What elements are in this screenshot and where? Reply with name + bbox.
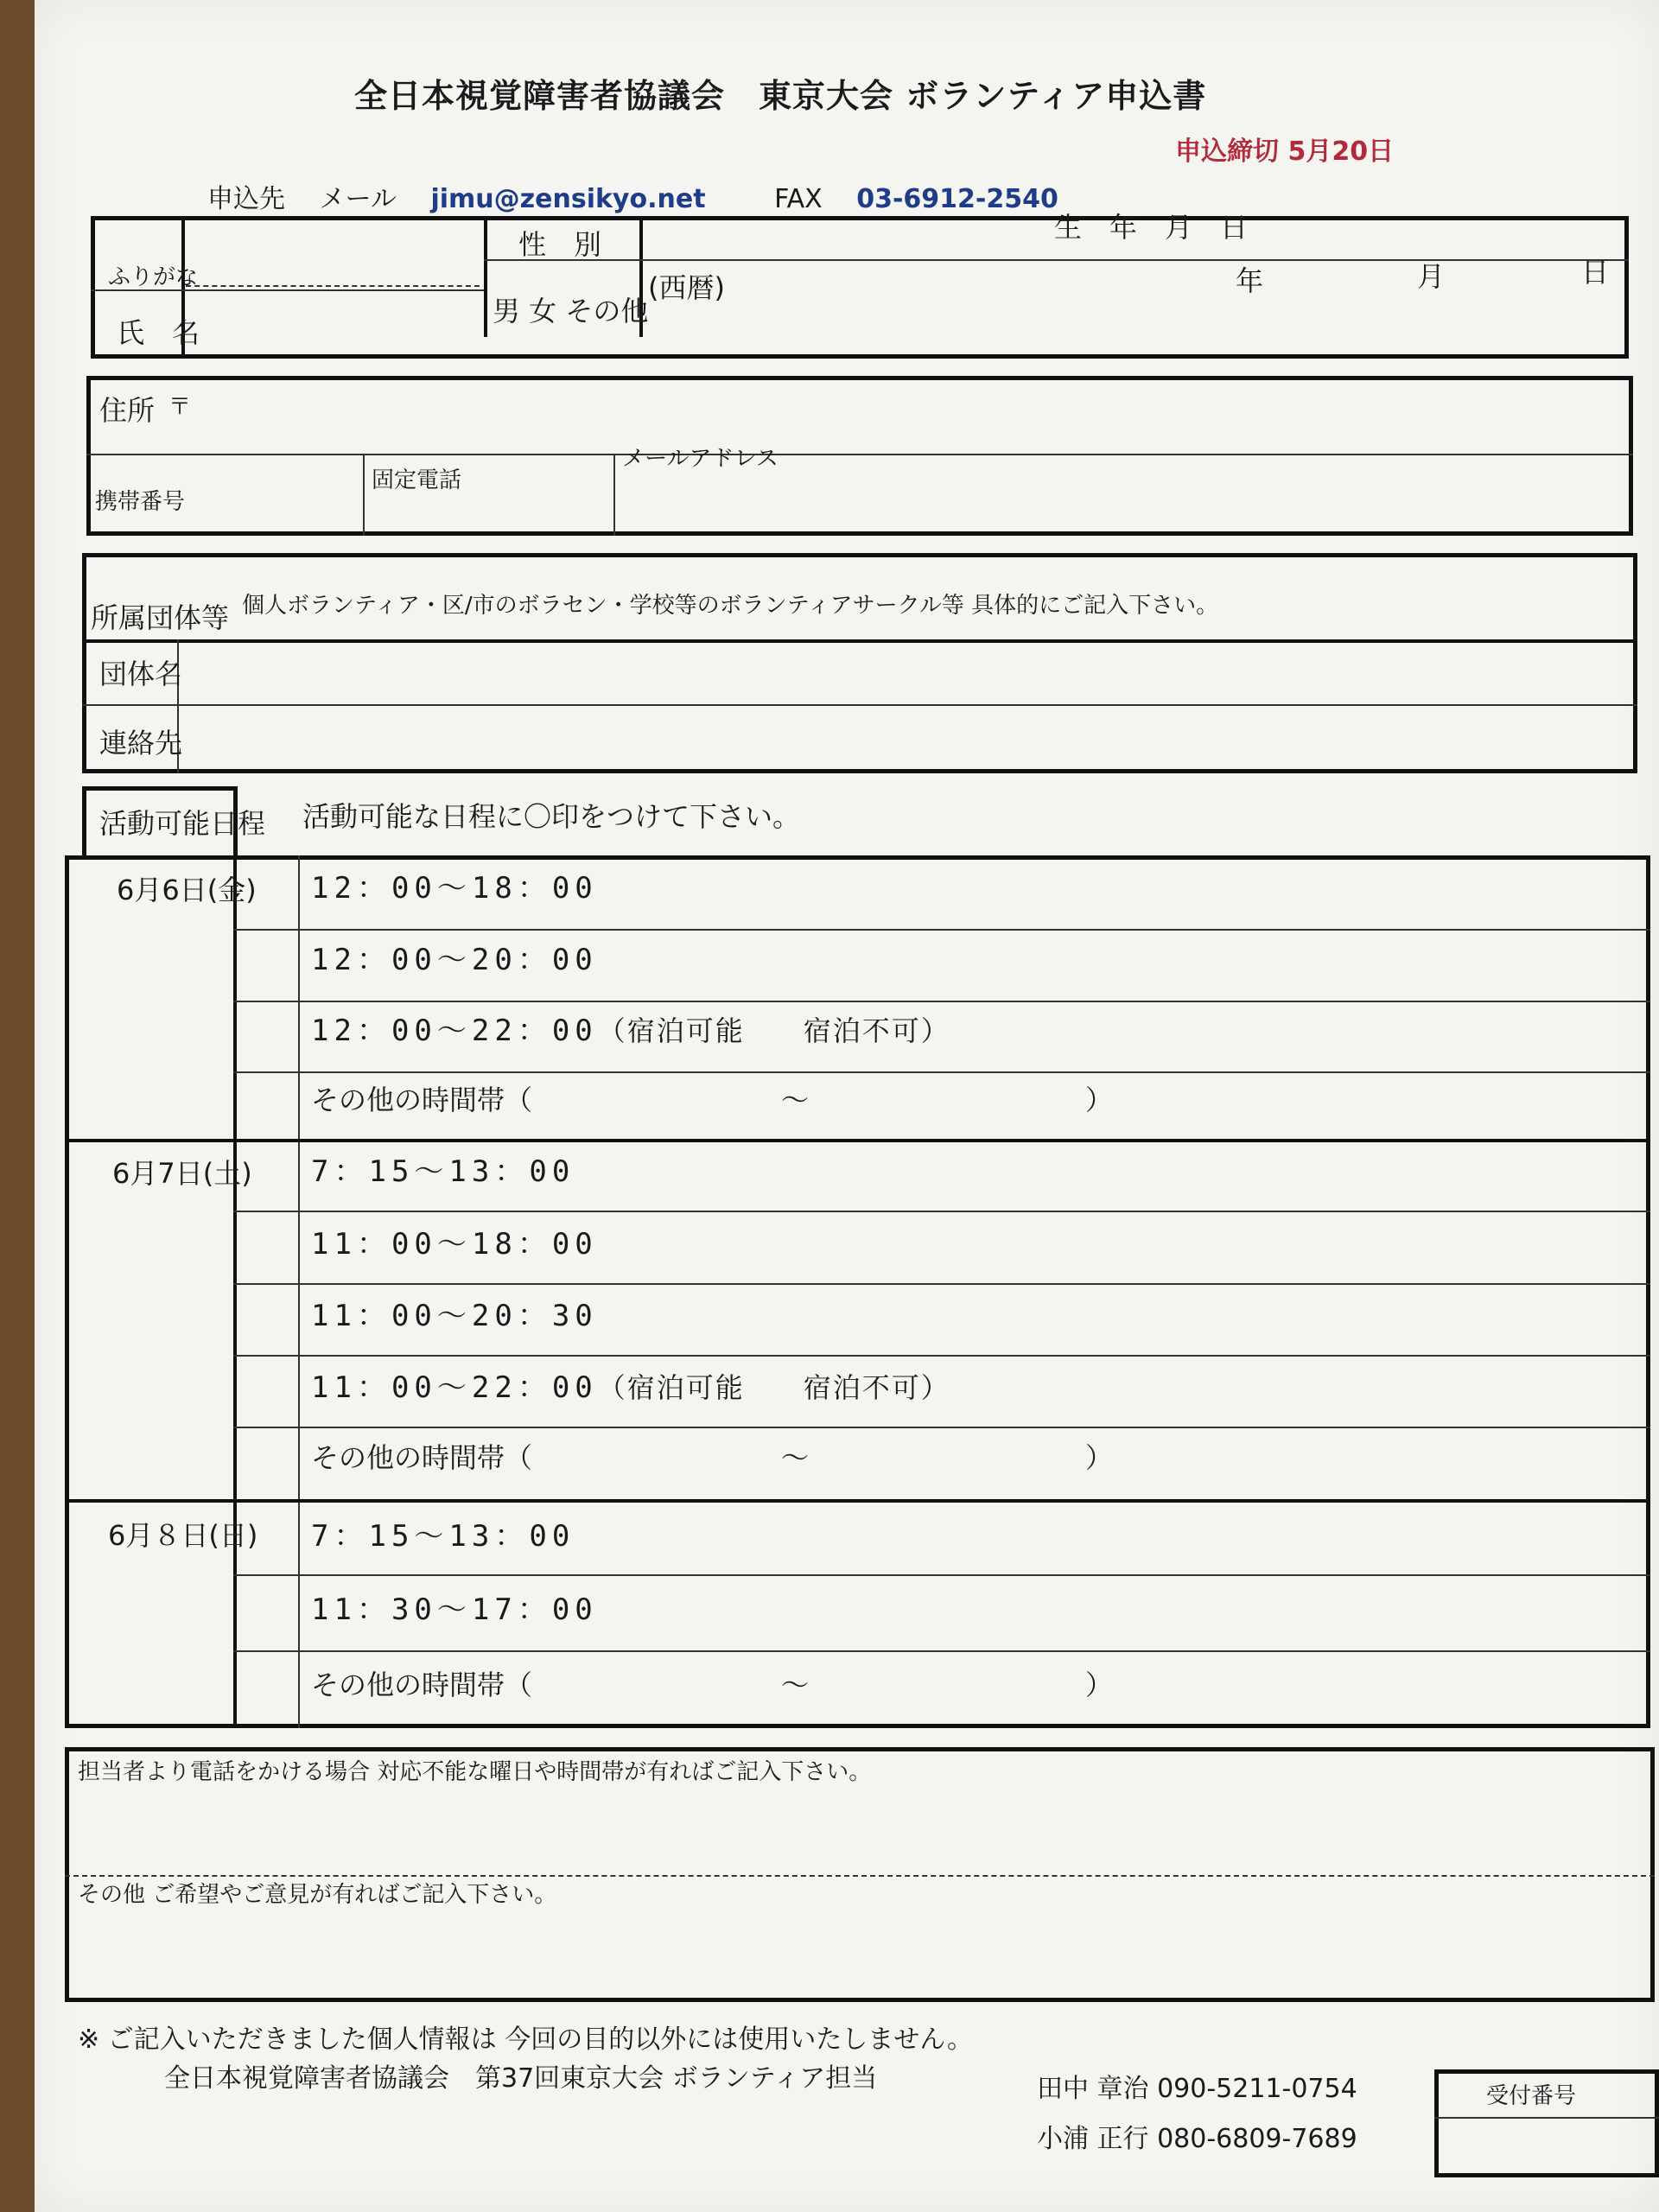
receipt-number-field[interactable] — [1443, 2121, 1650, 2169]
day-3-label: 6月８日(日) — [108, 1519, 258, 1552]
group-contact-label: 連絡先 — [99, 727, 183, 760]
mail-address: jimu@zensikyo.net — [430, 184, 706, 214]
call-availability-field[interactable] — [78, 1793, 1633, 1871]
group-name-field[interactable] — [186, 648, 1620, 696]
gender-options[interactable]: 男 女 その他 — [493, 295, 649, 327]
affiliation-note: 個人ボランティア・区/市のボラセン・学校等のボランティアサークル等 具体的にご記入下さい。 — [242, 593, 1219, 619]
day-1-stay-options[interactable]: （宿泊可能 宿泊不可） — [597, 1014, 950, 1047]
deadline: 申込締切 5月20日 — [1175, 137, 1395, 167]
day-3-other-slot[interactable]: その他の時間帯（ ～ ） — [311, 1669, 1114, 1701]
birth-month: 月 — [1417, 260, 1446, 293]
day-2-slot-3[interactable]: 11：00～20：30 — [311, 1299, 598, 1333]
contact-person-1: 田中 章治 090-5211-0754 — [1037, 2074, 1357, 2104]
group-contact-field[interactable] — [186, 713, 1620, 765]
email-label: メールアドレス — [622, 446, 779, 472]
contact-row — [207, 177, 1084, 215]
day-2-slot-2[interactable]: 11：00～18：00 — [311, 1227, 598, 1262]
privacy-note: ※ ご記入いただきました個人情報は 今回の目的以外には使用いたしません。 — [78, 2024, 974, 2055]
birthdate-field[interactable] — [950, 276, 1624, 311]
birth-day: 日 — [1581, 256, 1610, 289]
furigana-field[interactable] — [186, 285, 480, 287]
other-comments-field[interactable] — [78, 1914, 1633, 1992]
contact-person-2: 小浦 正行 080-6809-7689 — [1037, 2124, 1357, 2154]
schedule-table — [65, 855, 1650, 1728]
birth-era: (西暦) — [648, 271, 725, 304]
submit-to-label: 申込先 — [207, 184, 285, 214]
mail-label: メール — [319, 184, 405, 214]
birth-year: 年 — [1236, 264, 1264, 297]
day-3-slot-1[interactable]: 7：15～13：00 — [311, 1519, 575, 1554]
fax-label: FAX — [774, 184, 831, 214]
day-2-slot-1[interactable]: 7：15～13：00 — [311, 1154, 575, 1189]
furigana-label: ふりがな — [108, 264, 199, 290]
day-1-label: 6月6日(金) — [117, 874, 257, 906]
receipt-number-label: 受付番号 — [1486, 2083, 1577, 2109]
form-title: 全日本視覚障害者協議会 東京大会 ボランティア申込書 — [354, 77, 1207, 115]
schedule-instruction: 活動可能な日程に〇印をつけて下さい。 — [302, 800, 801, 833]
organizer: 全日本視覚障害者協議会 第37回東京大会 ボランティア担当 — [164, 2063, 878, 2094]
day-2-other-slot[interactable]: その他の時間帯（ ～ ） — [311, 1441, 1114, 1474]
gender-label: 性 別 — [518, 228, 602, 261]
landline-label: 固定電話 — [372, 467, 462, 493]
day-1-slot-3[interactable]: 12：00～22：00（宿泊可能 宿泊不可） — [311, 1014, 950, 1048]
call-note: 担当者より電話をかける場合 対応不能な曜日や時間帯が有ればご記入下さい。 — [78, 1759, 872, 1785]
address-field[interactable] — [225, 389, 1607, 432]
name-label: 氏 名 — [117, 316, 200, 349]
address-label: 住所 — [99, 394, 156, 427]
day-1-other-slot[interactable]: その他の時間帯（ ～ ） — [311, 1084, 1114, 1116]
affiliation-label: 所属団体等 — [91, 601, 230, 634]
other-note: その他 ご希望やご意見が有ればご記入下さい。 — [78, 1882, 557, 1908]
form-paper — [35, 0, 1659, 2212]
birth-label: 生 年 月 日 — [1054, 211, 1249, 244]
fax-number: 03-6912-2540 — [856, 184, 1058, 214]
postal-mark: 〒 — [168, 394, 192, 420]
mobile-label: 携帯番号 — [95, 489, 186, 515]
day-1-slot-1[interactable]: 12：00～18：00 — [311, 871, 598, 906]
group-name-label: 団体名 — [99, 658, 183, 690]
day-3-slot-2[interactable]: 11：30～17：00 — [311, 1592, 598, 1627]
day-2-stay-options[interactable]: （宿泊可能 宿泊不可） — [597, 1371, 950, 1404]
day-2-slot-4[interactable]: 11：00～22：00（宿泊可能 宿泊不可） — [311, 1370, 950, 1405]
day-2-label: 6月7日(土) — [112, 1157, 252, 1190]
schedule-label: 活動可能日程 — [99, 807, 266, 840]
day-1-slot-2[interactable]: 12：00～20：00 — [311, 943, 598, 977]
